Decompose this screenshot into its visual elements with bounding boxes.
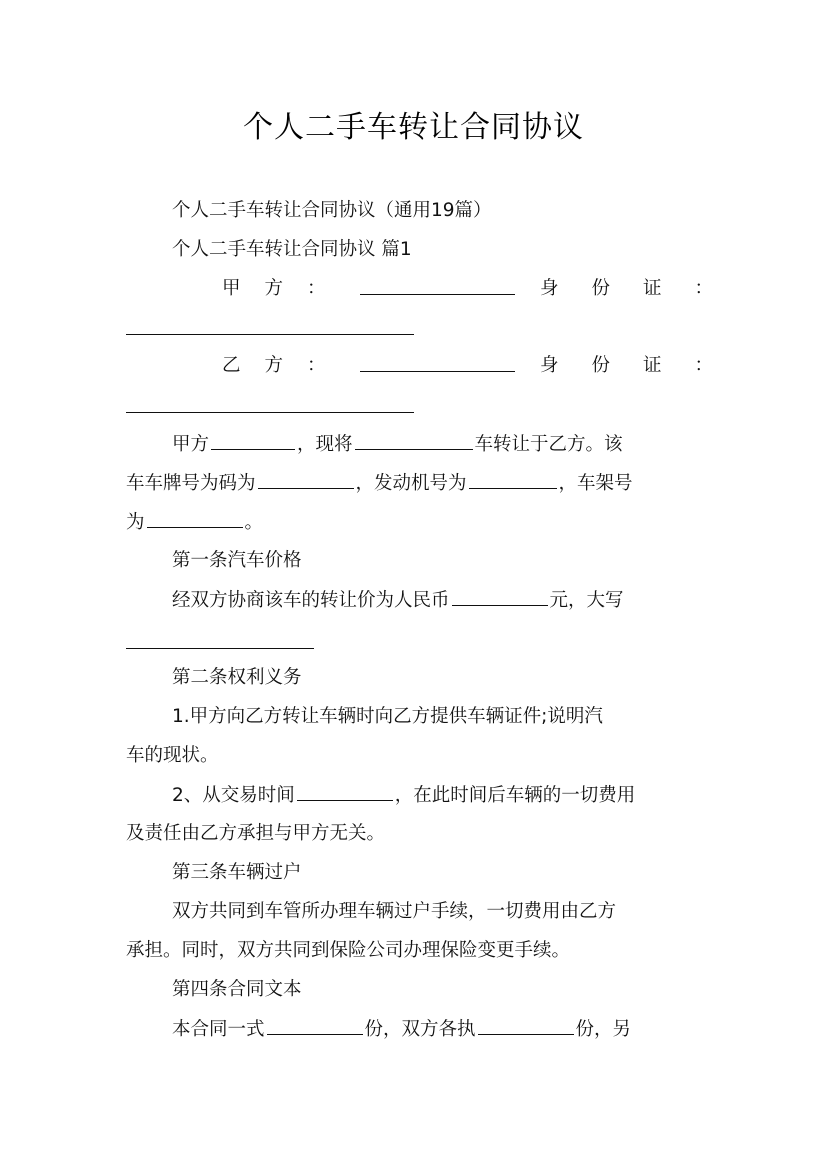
article1-text: 元，大写 — [549, 590, 624, 611]
article2-heading: 第二条权利义务 — [172, 667, 302, 688]
article1-line1 — [172, 587, 701, 613]
party-b-id-blank — [126, 411, 414, 413]
para1-text: ，发动机号为 — [355, 473, 467, 494]
blank — [147, 509, 243, 528]
blank — [211, 431, 295, 450]
article4-heading: 第四条合同文本 — [172, 979, 302, 1000]
party-b-name-blank — [360, 353, 515, 372]
party-a-id-blank — [126, 333, 414, 335]
article2-item2-line2: 及责任由乙方承担与甲方无关。 — [126, 823, 386, 844]
para1-line3 — [126, 509, 701, 535]
section-heading: 个人二手车转让合同协议 篇1 — [172, 239, 412, 260]
party-a-row — [126, 276, 747, 302]
document-title: 个人二手车转让合同协议 — [243, 110, 584, 145]
blank — [267, 1016, 363, 1035]
article3-line1: 双方共同到车管所办理车辆过户手续，一切费用由乙方 — [172, 901, 617, 922]
blank — [452, 587, 548, 606]
para1-text: ，车架号 — [558, 473, 633, 494]
article1-amount-words-blank — [126, 647, 314, 649]
party-b-row — [126, 353, 747, 379]
article4-text: 份，双方各执 — [364, 1019, 476, 1040]
blank — [469, 470, 557, 489]
para1-text: 车车牌号为码为 — [126, 473, 256, 494]
blank — [297, 782, 393, 801]
blank — [478, 1016, 574, 1035]
article1-heading: 第一条汽车价格 — [172, 550, 302, 571]
para1-line1 — [172, 431, 701, 457]
article2-item1-line2: 车的现状。 — [126, 745, 219, 766]
para1-text: 车转让于乙方。该 — [474, 434, 623, 455]
article4-text: 本合同一式 — [172, 1019, 265, 1040]
party-b-label: 乙方： — [222, 355, 350, 376]
article3-heading: 第三条车辆过户 — [172, 862, 302, 883]
para1-text: 。 — [244, 512, 264, 533]
article2-item1-line1: 1.甲方向乙方转让车辆时向乙方提供车辆证件;说明汽 — [172, 706, 603, 727]
party-a-name-blank — [360, 276, 515, 295]
para1-text: 为 — [126, 512, 145, 533]
article1-text: 经双方协商该车的转让价为人民币 — [172, 590, 450, 611]
article2-text: ，在此时间后车辆的一切费用 — [394, 785, 636, 806]
blank — [258, 470, 354, 489]
article2-item2-line1 — [172, 782, 701, 808]
party-a-label: 甲方： — [222, 278, 350, 299]
blank — [355, 431, 473, 450]
para1-text: ，现将 — [297, 434, 353, 455]
article2-text: 2、从交易时间 — [172, 785, 295, 806]
article3-line2: 承担。同时，双方共同到保险公司办理保险变更手续。 — [126, 940, 571, 961]
party-b-id-label: 身份证： — [540, 355, 747, 376]
article4-line1 — [172, 1016, 701, 1042]
party-a-id-label: 身份证： — [540, 278, 747, 299]
article4-text: 份，另 — [575, 1019, 632, 1040]
para1-line2 — [126, 470, 701, 496]
document-subtitle: 个人二手车转让合同协议（通用19篇） — [172, 200, 492, 221]
para1-text: 甲方 — [172, 434, 210, 455]
